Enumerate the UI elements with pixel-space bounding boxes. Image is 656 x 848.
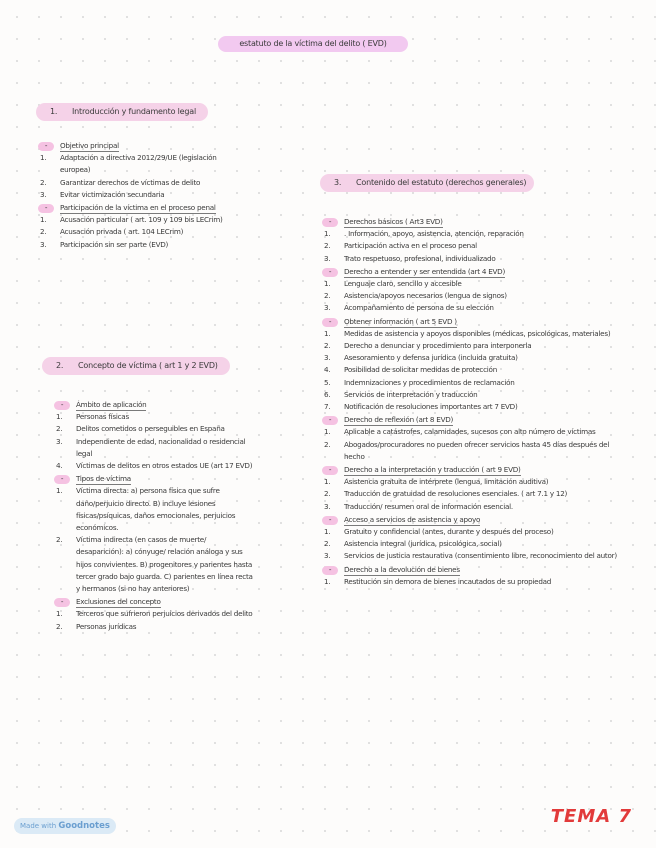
bullet-dash: -	[322, 416, 338, 425]
list-text: Participación activa en el proceso penal	[344, 241, 477, 251]
list-number: 1.	[324, 427, 331, 437]
list-number: 3.	[324, 551, 331, 561]
list-item	[322, 550, 630, 562]
list-item	[322, 526, 630, 538]
list-number: 2.	[324, 489, 331, 499]
bullet-dash: -	[322, 318, 338, 327]
subheading	[322, 464, 630, 476]
list-item	[322, 352, 630, 364]
list-number: 2.	[324, 341, 331, 351]
list-item	[322, 328, 630, 340]
bullet-dash: -	[54, 598, 70, 607]
subheading-label: Tipos de víctima	[76, 474, 131, 484]
list-number: 1.	[324, 328, 331, 338]
list-number: 3.	[324, 303, 331, 313]
list-number: 1.	[324, 576, 331, 586]
subheading-label: Derechos básicos ( Art3 EVD)	[344, 217, 443, 226]
bullet-dash: -	[54, 475, 70, 484]
list-number: 3.	[40, 239, 47, 249]
subheading	[54, 473, 254, 485]
list-text: Servicios de justicia restaurativa (consentimiento libre, reconocimiento del autor)	[344, 551, 617, 561]
bullet-dash: -	[38, 142, 54, 151]
list-item	[322, 364, 630, 376]
list-text: Traducción/ resumen oral de información esencial.	[344, 501, 513, 511]
subheading-label: Objetivo principal	[60, 141, 119, 150]
subheading	[54, 596, 254, 608]
list-text: Víctima directa: a) persona física que sufre daño/perjuicio directo. B) incluye lesiones físicas/psíquicas, daños emocionales, perjuicios económicos.	[76, 486, 236, 533]
list-number: 3.	[324, 253, 331, 263]
list-item	[322, 439, 630, 463]
list-number: 1.	[56, 412, 63, 422]
subheading	[322, 564, 630, 576]
subheading-label: Exclusiones del concepto	[76, 597, 161, 607]
subheading-label: Obtener información ( art 5 EVD )	[344, 316, 457, 326]
subheading	[322, 316, 630, 328]
section-heading-concepto: 2. Concepto de víctima ( art 1 y 2 EVD)	[42, 357, 230, 375]
list-number: 7.	[324, 402, 331, 412]
list-number: 2.	[40, 177, 47, 187]
list-number: 1.	[40, 153, 47, 163]
list-text: Delitos cometidos o perseguibles en España	[76, 424, 225, 434]
list-item	[54, 534, 254, 595]
list-text: Garantizar derechos de víctimas de delito	[60, 177, 201, 187]
list-text: Víctimas de delitos en otros estados UE (art 17 EVD)	[76, 461, 253, 471]
list-number: 2.	[56, 621, 63, 631]
list-number: 2.	[56, 424, 63, 434]
list-number: 1.	[324, 229, 331, 239]
list-text: Asistencia integral (jurídica, psicológica, social)	[344, 539, 502, 549]
section-body-intro	[38, 139, 248, 251]
list-item	[322, 228, 630, 240]
section-heading-intro: 1. Introducción y fundamento legal	[36, 103, 208, 121]
tema-label: TEMA 7	[550, 806, 632, 827]
list-text: Derecho a denunciar y procedimiento para interponerla	[344, 341, 532, 351]
list-item	[54, 411, 254, 423]
list-text: Trato respetuoso, profesional, individualizado	[344, 253, 496, 263]
list-text: Terceros que sufrieron perjuicios derivados del delito	[76, 609, 253, 619]
list-text: Acusación privada ( art. 104 LECrim)	[60, 227, 184, 237]
list-text: Indemnizaciones y procedimientos de reclamación	[344, 377, 515, 387]
list-item	[38, 177, 248, 189]
list-text: Víctima indirecta (en casos de muerte/ desaparición): a) cónyuge/ relación análoga y sus hijos convivientes. B) progenitores y parientes hasta tercer grado bajo guarda. C) parientes en línea recta y hermanos (si no hay anteriores)	[76, 535, 253, 594]
list-text: Personas físicas	[76, 412, 129, 422]
list-number: 3.	[56, 436, 63, 446]
section-body-contenido	[322, 215, 630, 588]
subheading-label: Derecho a entender y ser entendida (art 4 EVD)	[344, 266, 505, 276]
list-item	[54, 460, 254, 472]
subheading-label: Participación de la víctima en el proceso penal	[60, 203, 216, 213]
list-text: Acompañamiento de persona de su elección	[344, 303, 494, 313]
list-text: Medidas de asistencia y apoyos disponibles (médicas, psicológicas, materiales)	[344, 328, 611, 338]
list-number: 2.	[324, 241, 331, 251]
list-item	[54, 608, 254, 620]
list-item	[38, 189, 248, 201]
list-number: 1.	[40, 215, 47, 225]
list-text: Participación sin ser parte (EVD)	[60, 239, 169, 249]
list-number: 1.	[56, 486, 63, 496]
list-number: 3.	[40, 189, 47, 199]
list-item	[54, 621, 254, 633]
subheading-label: Acceso a servicios de asistencia y apoyo	[344, 514, 481, 524]
list-number: 2.	[324, 291, 331, 301]
subheading	[322, 266, 630, 278]
list-item	[322, 501, 630, 513]
subheading-label: Derecho de reflexión (art 8 EVD)	[344, 415, 454, 425]
list-text: Restitución sin demora de bienes incautados de su propiedad	[344, 576, 552, 586]
subheading	[38, 202, 248, 214]
list-item	[322, 290, 630, 302]
list-text: Lenguaje claro, sencillo y accesible	[344, 279, 462, 289]
list-number: 1.	[324, 527, 331, 537]
section-heading-contenido: 3. Contenido del estatuto (derechos generales)	[320, 174, 534, 192]
list-number: 4.	[56, 461, 63, 471]
list-number: 3.	[324, 501, 331, 511]
list-text: . Información, apoyo, asistencia, atención, reparación	[344, 229, 524, 239]
document-title: estatuto de la víctima del delito ( EVD)	[218, 36, 408, 52]
bullet-dash: -	[322, 466, 338, 475]
bullet-dash: -	[38, 204, 54, 213]
list-item	[38, 152, 248, 176]
list-number: 1.	[324, 279, 331, 289]
list-item	[38, 226, 248, 238]
list-number: 2.	[324, 539, 331, 549]
list-item	[322, 389, 630, 401]
list-item	[322, 278, 630, 290]
list-number: 3.	[324, 353, 331, 363]
list-number: 1.	[324, 477, 331, 487]
subheading-label: Derecho a la devolución de bienes	[344, 564, 460, 574]
list-item	[322, 576, 630, 588]
list-item	[322, 488, 630, 500]
list-text: Gratuito y confidencial (antes, durante y después del proceso)	[344, 527, 554, 537]
list-item	[322, 340, 630, 352]
list-item	[322, 253, 630, 265]
bullet-dash: -	[322, 516, 338, 525]
list-item	[322, 538, 630, 550]
subheading	[38, 140, 248, 152]
list-item	[322, 240, 630, 252]
list-item	[54, 436, 254, 460]
list-item	[54, 423, 254, 435]
list-number: 2.	[40, 227, 47, 237]
list-item	[38, 239, 248, 251]
list-text: Independiente de edad, nacionalidad o residencial legal	[76, 436, 246, 458]
list-number: 4.	[324, 365, 331, 375]
list-item	[54, 485, 254, 534]
list-item	[322, 302, 630, 314]
list-number: 5.	[324, 377, 331, 387]
list-item	[322, 476, 630, 488]
list-number: 6.	[324, 389, 331, 399]
list-item	[322, 377, 630, 389]
list-text: Notificación de resoluciones importantes art 7 EVD)	[344, 402, 518, 412]
list-item	[322, 426, 630, 438]
bullet-dash: -	[322, 268, 338, 277]
list-text: Personas jurídicas	[76, 621, 137, 631]
list-text: Asistencia gratuita de intérprete (lengua, limitación auditiva)	[344, 477, 549, 487]
list-number: 2.	[56, 535, 63, 545]
list-text: Evitar victimización secundaria	[60, 189, 165, 199]
subheading	[322, 216, 630, 228]
list-text: Adaptación a directiva 2012/29/UE (legislación europea)	[60, 153, 217, 175]
list-text: Acusación particular ( art. 109 y 109 bis LECrim)	[60, 215, 223, 225]
list-item	[322, 401, 630, 413]
bullet-dash: -	[322, 218, 338, 227]
section-body-concepto	[54, 398, 254, 633]
list-text: Posibilidad de solicitar medidas de protección	[344, 365, 497, 375]
subheading-label: Ámbito de aplicación	[76, 400, 147, 409]
list-number: 1.	[56, 609, 63, 619]
list-text: Traducción de gratuidad de resoluciones esenciales. ( art 7.1 y 12)	[344, 489, 568, 499]
bullet-dash: -	[322, 566, 338, 575]
goodnotes-badge[interactable]: Made with Goodnotes	[14, 818, 116, 834]
list-text: Servicios de interpretación y traducción	[344, 389, 478, 399]
list-text: Asesoramiento y defensa jurídica (incluida gratuita)	[344, 353, 518, 363]
list-number: 2.	[324, 439, 331, 449]
goodnotes-logo: Goodnotes	[58, 821, 110, 831]
subheading	[322, 514, 630, 526]
subheading	[322, 414, 630, 426]
list-text: Abogados/procuradores no pueden ofrecer servicios hasta 45 días después del hecho	[344, 439, 610, 461]
list-text: Aplicable a catástrofes, calamidades, sucesos con alto número de víctimas	[344, 427, 596, 437]
subheading-label: Derecho a la interpretación y traducción ( art 9 EVD)	[344, 465, 521, 475]
list-text: Asistencia/apoyos necesarios (lengua de signos)	[344, 291, 507, 301]
list-item	[38, 214, 248, 226]
subheading	[54, 399, 254, 411]
bullet-dash: -	[54, 401, 70, 410]
